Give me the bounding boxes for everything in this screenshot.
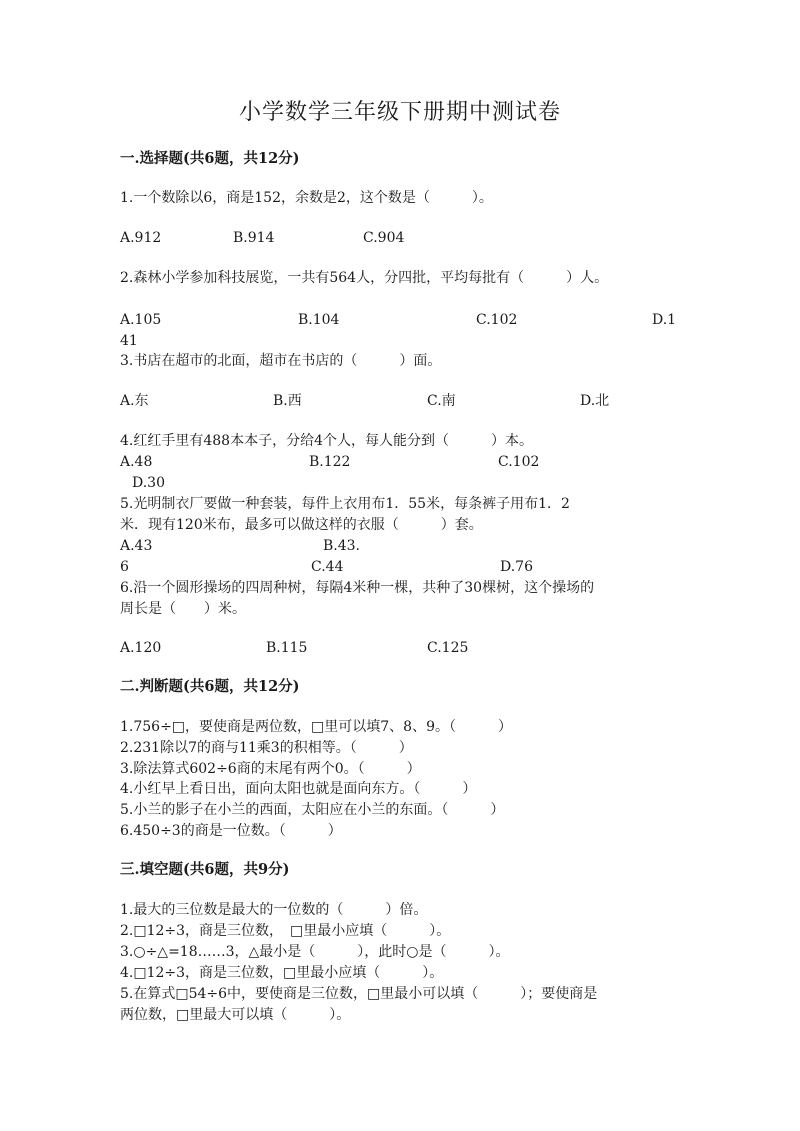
section-heading-fill: 三.填空题(共6题，共9分): [120, 861, 290, 878]
question-text: 3.书店在超市的北面，超市在书店的（ ）面。: [120, 353, 442, 369]
section-heading-choice: 一.选择题(共6题，共12分): [120, 150, 300, 167]
option-c: C.44: [311, 559, 344, 575]
option-c: C.102: [476, 312, 518, 328]
option-d: D.30: [132, 475, 165, 491]
option-d: D.76: [500, 559, 533, 575]
fill-item: 2.□12÷3，商是三位数， □里最小应填（ ）。: [120, 923, 451, 939]
option-a: A.东: [120, 393, 149, 409]
option-d: D.北: [580, 393, 610, 409]
option-c: C.南: [427, 393, 456, 409]
question-text: 1.一个数除以6，商是152，余数是2，这个数是（ ）。: [120, 190, 493, 206]
option-b: B.43.: [323, 538, 361, 554]
option-b: B.西: [273, 393, 302, 409]
option-d: D.1: [652, 312, 677, 328]
page-title: 小学数学三年级下册期中测试卷: [238, 100, 561, 125]
judge-item: 3.除法算式602÷6商的末尾有两个0。（ ）: [120, 761, 421, 777]
fill-item: 1.最大的三位数是最大的一位数的（ ）倍。: [120, 902, 428, 918]
option-b: B.122: [309, 454, 351, 470]
fill-item: 4.□12÷3，商是三位数，□里最小应填（ ）。: [120, 965, 444, 981]
option-a: A.105: [120, 312, 162, 328]
option-b: B.914: [233, 230, 275, 246]
option-c: C.125: [427, 640, 469, 656]
judge-item: 2.231除以7的商与11乘3的积相等。（ ）: [120, 740, 413, 756]
option-c: C.102: [498, 454, 540, 470]
question-text: 5.光明制衣厂要做一种套装，每件上衣用布1．55米，每条裤子用布1．2: [120, 496, 570, 512]
option-a: A.43: [120, 538, 153, 554]
judge-item: 1.756÷□，要使商是两位数，□里可以填7、8、9。（ ）: [120, 719, 512, 735]
question-text: 4.红红手里有488本本子，分给4个人，每人能分到（ ）本。: [120, 433, 533, 449]
option-a: A.120: [120, 640, 162, 656]
judge-item: 4.小红早上看日出，面向太阳也就是面向东方。（ ）: [120, 781, 477, 797]
section-heading-judge: 二.判断题(共6题，共12分): [120, 678, 300, 695]
judge-item: 6.450÷3的商是一位数。（ ）: [120, 823, 342, 839]
question-text: 6.沿一个圆形操场的四周种树，每隔4米种一棵，共种了30棵树，这个操场的: [120, 580, 595, 596]
question-text: 2.森林小学参加科技展览，一共有564人，分四批，平均每批有（ ）人。: [120, 270, 609, 286]
option-b-wrap: 6: [120, 559, 129, 575]
fill-item: 3.○÷△=18……3，△最小是（ ），此时○是（ ）。: [120, 944, 510, 960]
fill-item: 5.在算式□54÷6中，要使商是三位数，□里最小可以填（ ）；要使商是: [120, 986, 598, 1002]
option-a: A.912: [120, 230, 162, 246]
option-a: A.48: [120, 454, 153, 470]
option-c: C.904: [363, 230, 405, 246]
option-b: B.115: [266, 640, 308, 656]
judge-item: 5.小兰的影子在小兰的西面，太阳应在小兰的东面。（ ）: [120, 802, 505, 818]
option-b: B.104: [298, 312, 340, 328]
option-d-wrap: 41: [120, 333, 138, 349]
question-text-cont: 周长是（ ）米。: [120, 601, 246, 617]
fill-item-cont: 两位数，□里最大可以填（ ）。: [120, 1007, 351, 1023]
question-text-cont: 米．现有120米布，最多可以做这样的衣服（ ）套。: [120, 517, 483, 533]
